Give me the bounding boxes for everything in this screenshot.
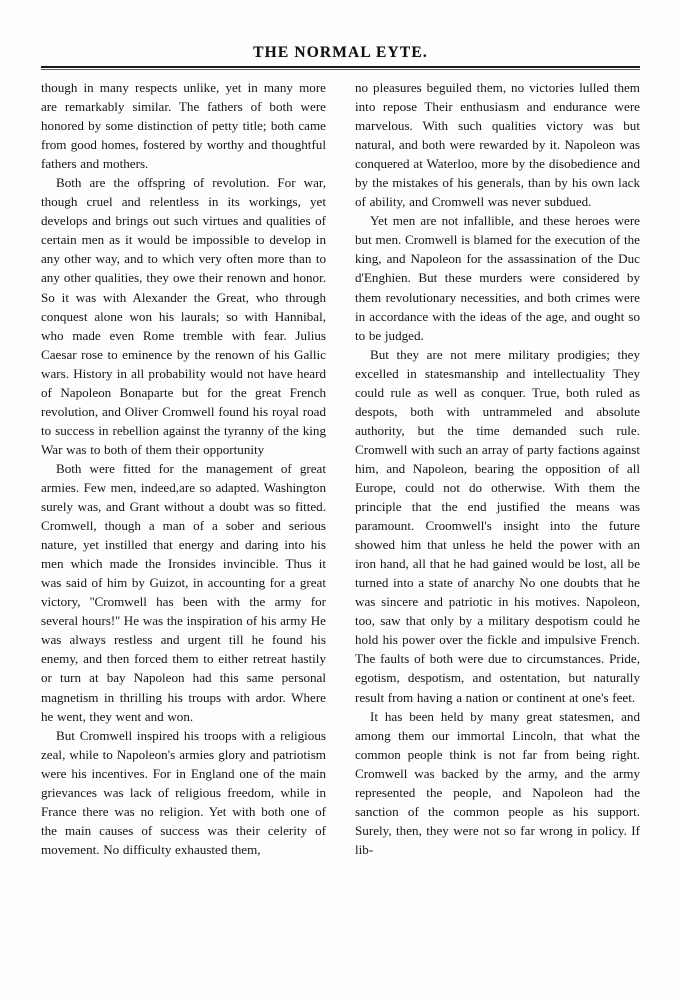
right-column <box>355 78 640 958</box>
header-divider-rule <box>41 66 640 70</box>
paragraph: It has been held by many great statesmen, and among them our immortal Lincoln, that what the common people think is not far from being right. Cromwell was backed by the army, and the army represented the people, and Napoleon had the sanction of the common people as his support. Surely, then, they were not so far wrong in policy. If lib- <box>355 708 640 857</box>
paragraph: But Cromwell inspired his troops with a religious zeal, while to Napoleon's armies glory and patriotism were his incentives. For in England one of the main grievances was lack of religious freedom, while in France there was no religion. Yet with both one of the main causes of success was their celerity of movement. No difficulty exhausted them, <box>41 727 326 857</box>
paragraph: no pleasures beguiled them, no victories lulled them into repose Their enthusiasm and endurance were marvelous. With such qualities victory was but natural, and both were rewarded by it. Napoleon was conquered at Waterloo, more by the disobedience and by the mistakes of his generals, than by his own lack of ability, and Cromwell was never subdued. <box>355 80 640 210</box>
left-column <box>41 78 326 958</box>
divider-thin-line <box>41 69 640 70</box>
paragraph: But they are not mere military prodigies; they excelled in statesmanship and intellectuality They could rule as well as conquer. True, both ruled as despots, both with untrammeled and absolute authority, but the time demanded such rule. Cromwell with such an array of party factions against him, and Napoleon, bearing the opposition of all Europe, could not do otherwise. With them the principle that the end justified the means was paramount. Croomwell's insight into the future showed him that unless he held the power with an iron hand, all that he had gained would be lost, all be turned into a state of anarchy No one doubts that he was sincere and patriotic in his motives. Napoleon, too, saw that only by a military despotism could he hold his power over the fickle and impulsive French. The faults of both were due to circumstances. Pride, egotism, despotism, and ostentation, but naturally result from having a nation or continent at one's feet. <box>355 346 640 705</box>
paragraph: Yet men are not infallible, and these heroes were but men. Cromwell is blamed for the execution of the king, and Napoleon for the assassination of the Duc d'Enghien. But these murders were considered by them revolutionary necessities, and both crimes were in accordance with the ideas of the age, and ought so to be judged. <box>355 213 640 343</box>
paragraph: Both are the offspring of revolution. For war, though cruel and relentless in its workings, yet develops and brings out such virtues and qualities of certain men as it would be impossible to develop in any other way, and to which very often more than to any other qualities, they owe their renown and honor. So it was with Alexander the Great, who through conquest alone won his laurals; so with Hannibal, who made even Rome tremble with fear. Julius Caesar rose to eminence by the renown of his Gallic wars. History in all probability would not have heard of Napoleon Bonaparte but for the great French revolution, and Oliver Cromwell found his royal road to success in rebellion against the tyranny of the king War was to both of them their opportunity <box>41 175 326 457</box>
paragraph: though in many respects unlike, yet in many more are remarkably similar. The fathers of both were honored by some distinction of petty title; both came from good homes, fostered by worthy and thoughtful fathers and mothers. <box>41 80 326 172</box>
publication-title: THE NORMAL EYTE. <box>253 44 428 61</box>
body-columns <box>41 78 640 958</box>
paragraph: Both were fitted for the management of great armies. Few men, indeed,are so adapted. Washington surely was, and Grant without a doubt was so fitted. Cromwell, though a man of a sober and serious nature, yet instilled that energy and daring into his men which made the Ironsides invincible. Thus it was said of him by Guizot, in accounting for a great victory, ''Cromwell has been with the army for several hours!'' He was the inspiration of his army He was always restless and urgent till he found his enemy, and then forced them to either retreat hastily or turn at bay Napoleon had this same personal magnetism in thrilling his troups with ardor. Where he went, they went and won. <box>41 460 326 724</box>
running-head <box>41 44 640 62</box>
divider-thick-line <box>41 66 640 68</box>
